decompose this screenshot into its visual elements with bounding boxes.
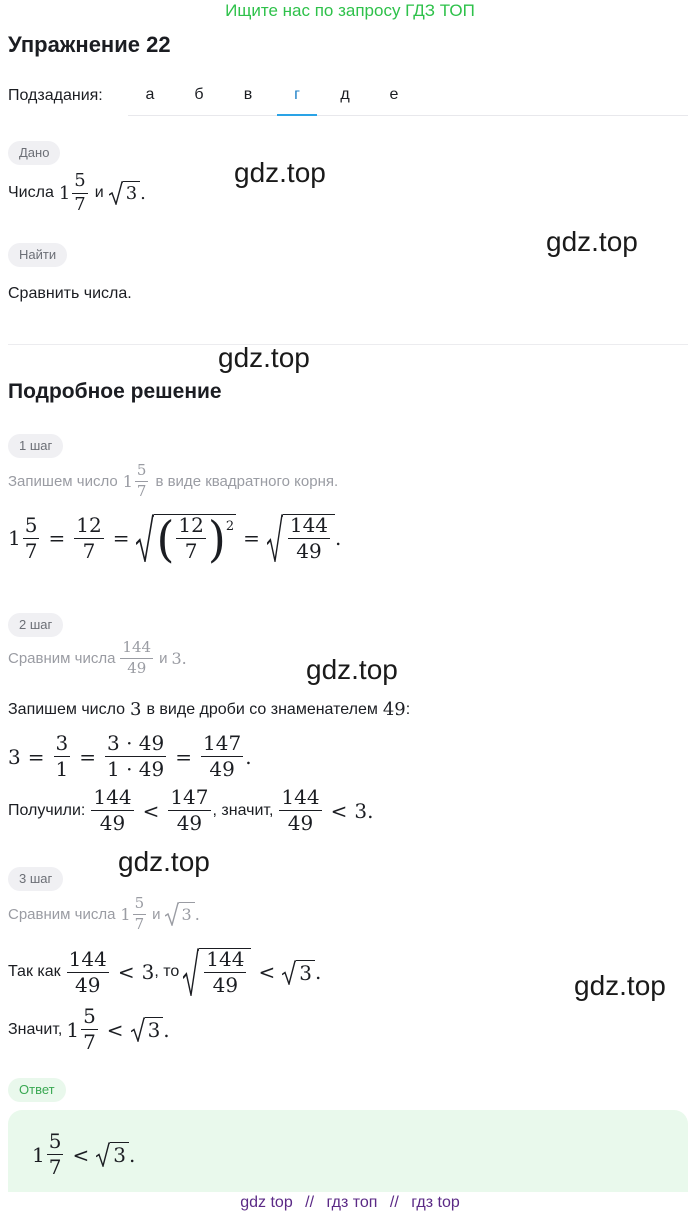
search-banner[interactable]: Ищите нас по запросу ГДЗ ТОП [225, 1, 475, 20]
step3-hint-fraction [133, 896, 147, 933]
left-paren: ( [156, 510, 175, 567]
got-frac3 [279, 787, 321, 834]
got-frac2 [168, 787, 210, 834]
step2-pill: 2 шаг [8, 613, 63, 637]
eq2-frac2 [105, 733, 166, 780]
less-than-sign: < [106, 1017, 124, 1042]
radicand: 3 [179, 902, 195, 926]
radical-sign [183, 948, 199, 996]
eq1-whole: 1 [8, 526, 21, 550]
step1-hint [8, 463, 338, 500]
given-and: и [94, 184, 104, 202]
fraction-numerator: 5 [136, 461, 147, 479]
radical-sign [109, 181, 123, 205]
footer-link[interactable]: gdz top [240, 1194, 293, 1211]
given-label: Числа [8, 184, 54, 202]
step3-badge [8, 867, 63, 891]
fraction-denominator: 7 [24, 538, 38, 563]
radical-sign [267, 514, 283, 562]
footer-links [0, 1194, 700, 1212]
step3-hint-end: . [194, 904, 200, 924]
fraction-denominator: 49 [296, 539, 322, 563]
fraction-denominator: 7 [82, 538, 96, 563]
fraction-numerator: 144 [281, 785, 320, 809]
eq2-end: . [245, 744, 252, 769]
watermark: gdz.top [218, 342, 310, 373]
exponent: 2 [225, 519, 235, 534]
subtasks-label: Подзадания: [8, 87, 103, 104]
step2-line1-three: 3 [130, 699, 142, 720]
equals-sign: = [175, 744, 193, 769]
equals-sign: = [112, 526, 130, 550]
step2-hint-fraction [120, 640, 153, 677]
step3-hint-text: Сравним числа [8, 905, 116, 923]
tab-e[interactable]: е [389, 86, 399, 103]
step3-hint-and: и [152, 905, 161, 923]
fraction-numerator: 144 [68, 946, 107, 971]
eq2-lhs: 3 [8, 744, 21, 769]
eq1-frac1 [23, 512, 40, 563]
tab-g[interactable]: г [294, 86, 300, 103]
answer-badge [8, 1078, 66, 1102]
eq2-frac1 [54, 733, 71, 780]
answer-end: . [128, 1142, 136, 1167]
since-label: Так как [8, 963, 61, 980]
step2-hint-three: 3. [171, 648, 187, 668]
fraction-denominator: 49 [75, 972, 101, 997]
fraction-denominator: 49 [287, 811, 314, 835]
step3-hence [8, 1006, 170, 1053]
eq1-frac2 [74, 512, 103, 563]
answer-pill: Ответ [8, 1078, 66, 1102]
step2-line1-end: : [405, 700, 411, 718]
fraction-denominator: 49 [209, 757, 235, 781]
radical-sign [165, 902, 179, 926]
watermark: gdz.top [306, 654, 398, 685]
equals-sign: = [79, 744, 96, 769]
less-than-sign: < [330, 798, 348, 823]
got-rhs: 3. [354, 798, 374, 823]
since-mid: , то [154, 963, 180, 980]
fraction-denominator: 7 [48, 1155, 62, 1179]
step1-hint-whole: 1 [122, 471, 133, 491]
since-end: . [314, 960, 322, 984]
hence-sqrt3 [131, 1017, 164, 1042]
fraction-denominator: 49 [212, 973, 239, 997]
step3-pill: 3 шаг [8, 867, 63, 891]
given-fraction [72, 172, 87, 215]
answer-sqrt3 [96, 1142, 129, 1167]
watermark: gdz.top [118, 846, 210, 877]
radicand [154, 510, 236, 567]
fraction-numerator: 3 [55, 731, 69, 755]
tab-a[interactable]: а [145, 86, 155, 103]
fraction-numerator: 3 · 49 [107, 731, 165, 755]
step2-badge [8, 613, 63, 637]
fraction-denominator: 49 [127, 658, 147, 677]
eq1-sqrt-frac [267, 514, 335, 562]
hence-label: Значит, [8, 1020, 63, 1038]
tab-v[interactable]: в [243, 86, 253, 103]
subtask-tabs [128, 80, 688, 116]
since-sqrt-frac [183, 948, 251, 996]
hence-whole: 1 [66, 1017, 80, 1042]
hence-fraction [81, 1006, 98, 1053]
less-than-sign: < [258, 960, 276, 984]
fraction-numerator: 5 [74, 170, 86, 191]
radicand: 3 [296, 960, 315, 985]
footer-separator: // [389, 1194, 399, 1211]
fraction-numerator: 12 [76, 512, 102, 537]
step2-line1 [8, 699, 410, 720]
step3-hint-whole: 1 [120, 904, 131, 924]
fraction-numerator: 5 [24, 512, 38, 537]
less-than-sign: < [142, 798, 160, 823]
footer-link[interactable]: гдз top [411, 1194, 460, 1211]
fraction-numerator: 5 [134, 894, 145, 912]
got-frac1 [91, 787, 133, 834]
section-divider [8, 344, 688, 345]
step2-result-comma: , значит, [212, 801, 274, 819]
step2-hint-and: и [159, 649, 168, 667]
given-text [8, 172, 146, 215]
since-three: 3 [141, 960, 155, 984]
step2-line1-mid: в виде дроби со знаменателем [146, 700, 378, 718]
step1-hint-tail: в виде квадратного корня. [155, 472, 339, 490]
active-tab-indicator [277, 114, 317, 116]
eq1-frac3 [176, 515, 205, 562]
radicand [283, 514, 335, 562]
fraction-denominator: 1 · 49 [107, 757, 165, 781]
hence-end: . [163, 1017, 170, 1042]
step1-hint-fraction [135, 463, 149, 500]
step2-line1-text: Запишем число [8, 700, 126, 718]
fraction-numerator: 147 [170, 785, 209, 809]
step3-since [8, 948, 321, 996]
less-than-sign: < [72, 1142, 90, 1167]
less-than-sign: < [117, 960, 135, 984]
find-badge [8, 243, 67, 267]
step2-hint-text: Сравним числа [8, 649, 116, 667]
radical-sign [131, 1017, 145, 1042]
equals-sign: = [48, 526, 66, 550]
fraction-numerator: 144 [122, 638, 152, 656]
fraction-numerator: 12 [178, 513, 204, 537]
tab-b[interactable]: б [194, 86, 204, 103]
solution-title: Подробное решение [8, 380, 222, 403]
step2-line1-den: 49 [382, 699, 406, 720]
watermark: gdz.top [234, 157, 326, 188]
eq1-frac4 [288, 515, 330, 562]
footer-separator: // [305, 1194, 315, 1211]
fraction-denominator: 7 [136, 481, 147, 500]
given-sqrt [109, 181, 140, 205]
fraction-numerator: 144 [93, 785, 132, 809]
fraction-denominator: 49 [176, 811, 203, 835]
step2-result-label: Получили: [8, 801, 86, 819]
step1-hint-text: Запишем число [8, 472, 118, 490]
fraction-numerator: 147 [203, 731, 242, 755]
radicand: 3 [123, 181, 140, 205]
find-text: Сравнить числа. [8, 285, 132, 302]
fraction-denominator: 7 [74, 193, 86, 215]
answer-whole: 1 [32, 1142, 45, 1167]
fraction-denominator: 1 [55, 757, 69, 781]
right-paren: ) [207, 510, 226, 567]
step2-equation [8, 733, 252, 780]
step3-hint-sqrt [165, 902, 195, 926]
fraction-denominator: 7 [184, 539, 198, 563]
footer-link[interactable]: гдз топ [326, 1194, 378, 1211]
since-frac1 [67, 946, 109, 997]
since-sqrt3 [282, 960, 315, 985]
step1-badge [8, 434, 63, 458]
given-end: . [140, 182, 146, 204]
step1-pill: 1 шаг [8, 434, 63, 458]
step1-equation [8, 510, 342, 567]
step2-hint [8, 640, 187, 677]
given-badge [8, 141, 60, 165]
watermark: gdz.top [574, 970, 666, 1001]
tab-d[interactable]: д [340, 86, 350, 103]
eq1-end: . [335, 526, 342, 550]
eq2-frac3 [201, 733, 243, 780]
radical-sign [96, 1142, 110, 1167]
fraction-numerator: 144 [289, 513, 329, 537]
radical-sign [136, 514, 154, 562]
equals-sign: = [243, 526, 260, 550]
page-title: Упражнение 22 [8, 32, 171, 57]
fraction-numerator: 5 [83, 1004, 96, 1028]
radicand: 3 [110, 1142, 129, 1167]
fraction-denominator: 7 [134, 914, 145, 933]
eq1-sqrt-power [136, 510, 236, 567]
radicand [199, 948, 251, 996]
answer-expression [32, 1131, 135, 1178]
watermark: gdz.top [546, 226, 638, 257]
equals-sign: = [27, 744, 45, 769]
answer-fraction [47, 1131, 64, 1178]
step2-result [8, 787, 373, 834]
since-frac2 [204, 949, 246, 996]
given-pill: Дано [8, 141, 60, 165]
radical-sign [282, 960, 296, 985]
fraction-numerator: 5 [48, 1129, 62, 1153]
radicand: 3 [145, 1017, 164, 1042]
given-whole: 1 [58, 182, 71, 204]
fraction-numerator: 144 [206, 947, 245, 971]
step3-hint [8, 896, 200, 933]
find-pill: Найти [8, 243, 67, 267]
fraction-denominator: 7 [83, 1030, 96, 1054]
fraction-denominator: 49 [99, 811, 126, 835]
